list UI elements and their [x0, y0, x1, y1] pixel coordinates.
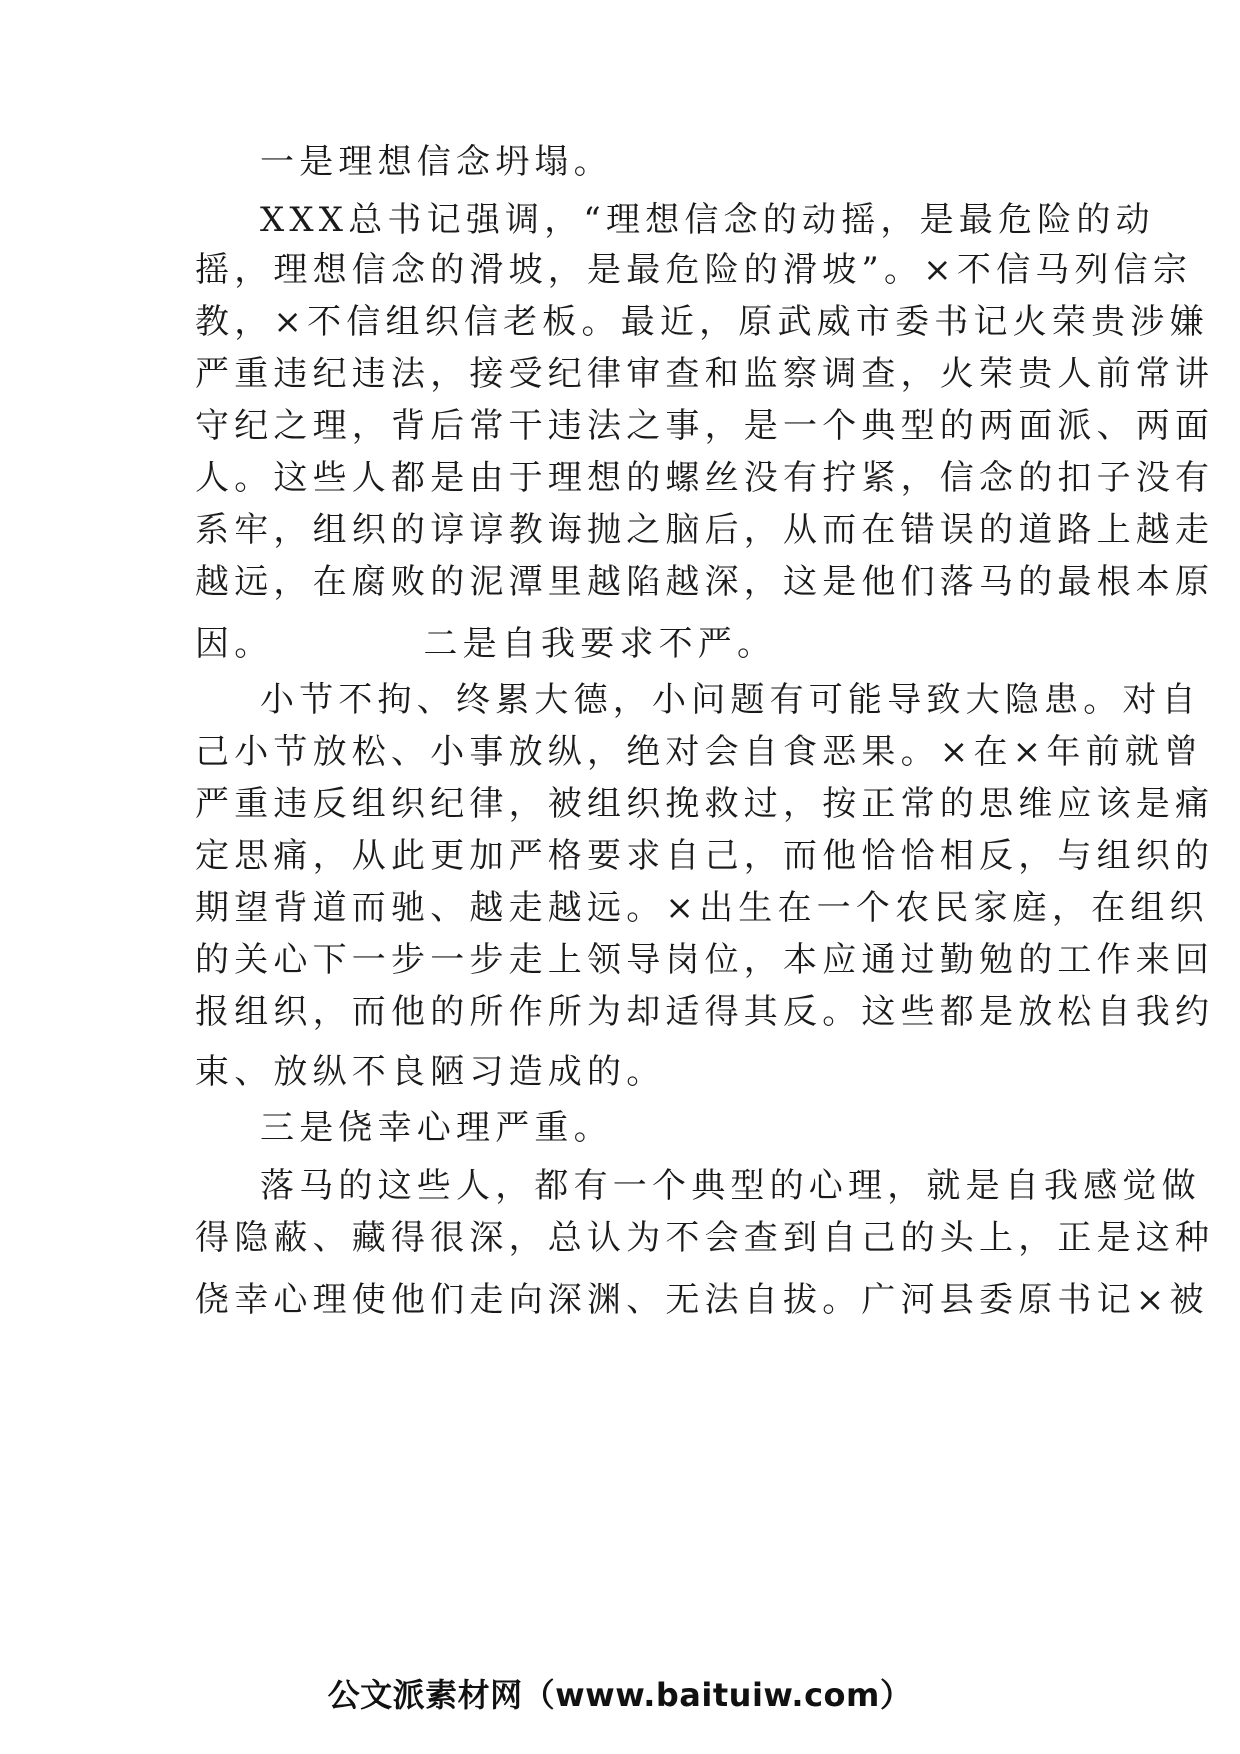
paragraph-line-with-heading	[195, 624, 1055, 664]
paragraph-line: 守纪之理，背后常干违法之事，是一个典型的两面派、两面	[195, 406, 1215, 446]
paragraph-line: 定思痛，从此更加严格要求自己，而他恰恰相反，与组织的	[195, 836, 1215, 876]
paragraph-line: 越远，在腐败的泥潭里越陷越深，这是他们落马的最根本原	[195, 562, 1215, 602]
paragraph-line: 己小节放松、小事放纵，绝对会自食恶果。×在×年前就曾	[195, 732, 1204, 772]
paragraph-end: 因。	[195, 624, 274, 664]
paragraph-line: 人。这些人都是由于理想的螺丝没有拧紧，信念的扣子没有	[195, 458, 1215, 498]
paragraph-line: 束、放纵不良陋习造成的。	[195, 1052, 666, 1092]
paragraph-line: 教，×不信组织信老板。最近，原武威市委书记火荣贵涉嫌	[195, 302, 1209, 342]
paragraph-line: 期望背道而驰、越走越远。×出生在一个农民家庭，在组织	[195, 888, 1209, 928]
paragraph-line: 落马的这些人，都有一个典型的心理，就是自我感觉做	[260, 1166, 1201, 1206]
paragraph-line: 系牢，组织的谆谆教诲抛之脑后，从而在错误的道路上越走	[195, 510, 1215, 550]
heading-3: 三是侥幸心理严重。	[260, 1108, 613, 1148]
paragraph-line: 的关心下一步一步走上领导岗位，本应通过勤勉的工作来回	[195, 940, 1215, 980]
paragraph-line: 摇，理想信念的滑坡，是最危险的滑坡”。×不信马列信宗	[195, 250, 1193, 290]
heading-2: 二是自我要求不严。	[423, 624, 777, 664]
paragraph-line: 侥幸心理使他们走向深渊、无法自拔。广河县委原书记×被	[195, 1280, 1209, 1320]
paragraph-line: 严重违纪违法，接受纪律审查和监察调查，火荣贵人前常讲	[195, 354, 1215, 394]
paragraph-line: 报组织，而他的所作所为却适得其反。这些都是放松自我约	[195, 992, 1215, 1032]
paragraph-line: XXX总书记强调，“理想信念的动摇，是最危险的动	[260, 200, 1155, 240]
footer-watermark: 公文派素材网（www.baituiw.com）	[327, 1676, 913, 1714]
paragraph-line: 小节不拘、终累大德，小问题有可能导致大隐患。对自	[260, 680, 1201, 720]
paragraph-line: 严重违反组织纪律，被组织挽救过，按正常的思维应该是痛	[195, 784, 1215, 824]
paragraph-line: 得隐蔽、藏得很深，总认为不会查到自己的头上，正是这种	[195, 1218, 1215, 1258]
heading-1: 一是理想信念坍塌。	[260, 142, 613, 182]
